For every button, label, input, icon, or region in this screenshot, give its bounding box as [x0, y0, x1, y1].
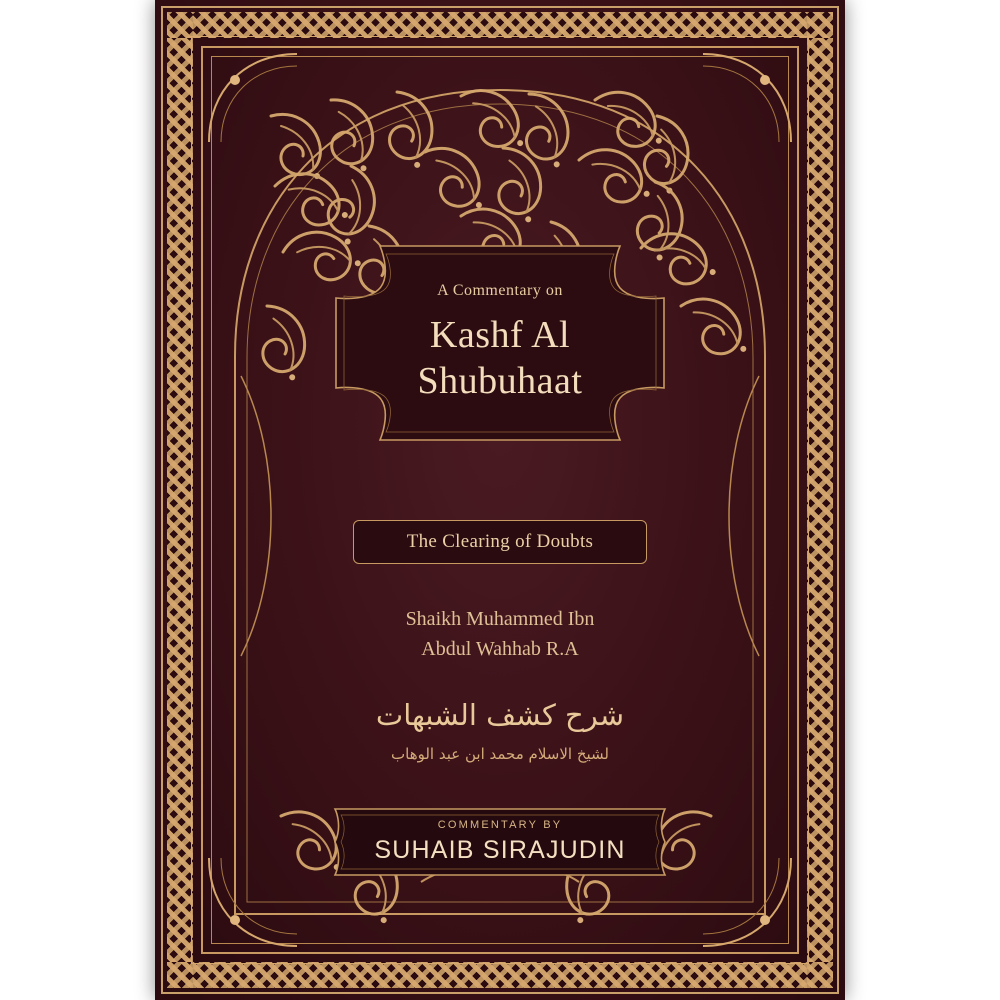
commentary-by-label: COMMENTARY BY	[437, 818, 563, 831]
book-cover	[155, 0, 845, 1000]
cover-content	[235, 200, 765, 879]
commentary-eyebrow: A Commentary on	[437, 281, 563, 299]
arabic-title: شرح كشف الشبهات	[375, 698, 625, 732]
author-block	[235, 604, 765, 664]
corner-ornament-icon	[699, 50, 795, 146]
book-title-line1: Kashf Al	[429, 313, 571, 356]
commentator-name: SUHAIB SIRAJUDIN	[374, 835, 626, 864]
author-line-1: Shaikh Muhammed Ibn	[405, 608, 595, 630]
author-line-2: Abdul Wahhab R.A	[421, 638, 579, 660]
book-title-line2: Shubuhaat	[417, 360, 583, 402]
subtitle-plaque	[353, 520, 647, 564]
arabic-author: لشيخ الاسلام محمد ابن عبد الوهاب	[391, 744, 609, 763]
book-subtitle: The Clearing of Doubts	[406, 531, 594, 552]
commentator-plaque	[305, 805, 695, 879]
corner-ornament-icon	[205, 50, 301, 146]
title-medallion	[320, 228, 680, 458]
